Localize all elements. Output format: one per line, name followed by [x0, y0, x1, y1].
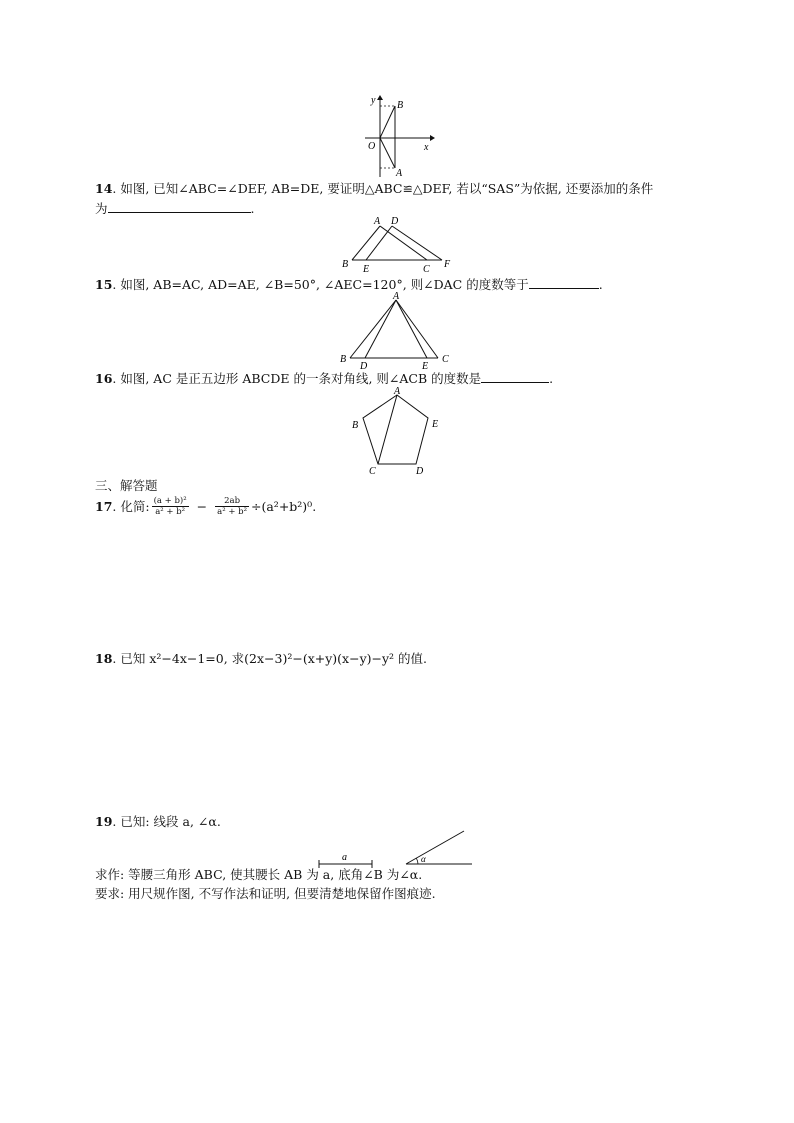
y-axis-arrow [377, 95, 383, 100]
label-e: E [422, 361, 429, 370]
q17-minus: − [196, 498, 208, 514]
label-c: C [369, 466, 376, 477]
q17-number: 17 [95, 498, 113, 514]
line-ab [350, 300, 396, 358]
q17-f1-denominator: a² + b² [155, 507, 186, 517]
q19-require: 要求: 用尺规作图, 不写作法和证明, 但要清楚地保留作图痕迹. [95, 886, 436, 901]
q14-answer-blank[interactable] [108, 200, 251, 213]
question-14 [95, 181, 653, 197]
label-a: A [394, 386, 401, 397]
q19-construct: 求作: 等腰三角形 ABC, 使其腰长 AB 为 a, 底角∠B 为∠α. [95, 867, 423, 882]
pentagon-abcde [363, 395, 428, 464]
q15-text: . 如图, AB=AC, AD=AE, ∠B=50°, ∠AEC=120°, 则∠DAC 的度数等于 [112, 277, 529, 292]
question-17 [95, 496, 316, 517]
q16-answer-blank[interactable] [481, 370, 549, 383]
label-b: B [397, 100, 404, 111]
label-c: C [442, 354, 449, 365]
q15-number: 15 [95, 277, 113, 292]
q18-number: 18 [95, 651, 113, 666]
q14-end: . [250, 201, 255, 216]
question-18 [95, 651, 427, 667]
label-f: F [444, 259, 451, 270]
angle-arc [416, 858, 418, 864]
q15-answer-blank[interactable] [529, 276, 599, 289]
figure-15 [338, 290, 458, 370]
coordinate-figure [360, 92, 440, 182]
question-14-line2 [95, 200, 255, 217]
label-e: E [363, 264, 370, 275]
label-x: x [424, 142, 429, 153]
question-16 [95, 370, 553, 387]
label-y: y [371, 95, 376, 106]
label-d: D [391, 216, 399, 227]
q17-f2-numerator: 2ab [215, 496, 249, 507]
q15-end: . [598, 277, 603, 292]
q17-prefix: . 化简: [112, 498, 150, 514]
label-e: E [432, 419, 439, 430]
figure-16 [345, 385, 445, 480]
q14-line2: 为 [95, 201, 108, 216]
line-ae [396, 300, 427, 358]
label-d: D [416, 466, 424, 477]
line-ed [366, 226, 392, 260]
label-d: D [360, 361, 368, 370]
line-ac [380, 226, 427, 260]
label-b: B [352, 420, 359, 431]
label-a: A [396, 168, 403, 179]
q17-fraction-2 [215, 496, 249, 517]
q16-end: . [549, 371, 554, 386]
section-heading: 三、解答题 [95, 478, 158, 493]
label-c: C [423, 264, 430, 275]
q17-f1-numerator: (a + b)² [153, 496, 187, 506]
segment-a-label: a [342, 852, 347, 863]
q17-tail: ÷(a²+b²)⁰. [251, 498, 317, 514]
q14-text: . 如图, 已知∠ABC=∠DEF, AB=DE, 要证明△ABC≌△DEF, 若以“SAS”为依据, 还要添加的条件 [112, 181, 654, 196]
q16-number: 16 [95, 371, 113, 386]
q14-number: 14 [95, 181, 113, 196]
figure-14 [340, 213, 460, 275]
label-o: O [368, 141, 376, 152]
q19-text: . 已知: 线段 a, ∠α. [112, 814, 221, 829]
segment-oa [380, 138, 395, 168]
q17-f2-denominator: a² + b² [217, 507, 247, 517]
angle-ray-inclined [406, 831, 464, 864]
label-a: A [374, 216, 381, 227]
question-19 [95, 814, 221, 830]
line-df [392, 226, 442, 260]
q16-text: . 如图, AC 是正五边形 ABCDE 的一条对角线, 则∠ACB 的度数是 [112, 371, 482, 386]
segment-ob [380, 106, 395, 138]
given-figures [314, 826, 479, 870]
line-ac [396, 300, 438, 358]
label-b: B [342, 259, 349, 270]
x-axis-arrow [430, 135, 435, 141]
label-a: A [393, 291, 400, 302]
label-b: B [340, 354, 347, 365]
q18-text: . 已知 x²−4x−1=0, 求(2x−3)²−(x+y)(x−y)−y² 的值. [112, 651, 427, 666]
angle-alpha-label: α [421, 854, 426, 864]
q19-number: 19 [95, 814, 113, 829]
q17-fraction-1 [152, 496, 189, 517]
line-ba [352, 226, 380, 260]
line-ad [365, 300, 396, 358]
